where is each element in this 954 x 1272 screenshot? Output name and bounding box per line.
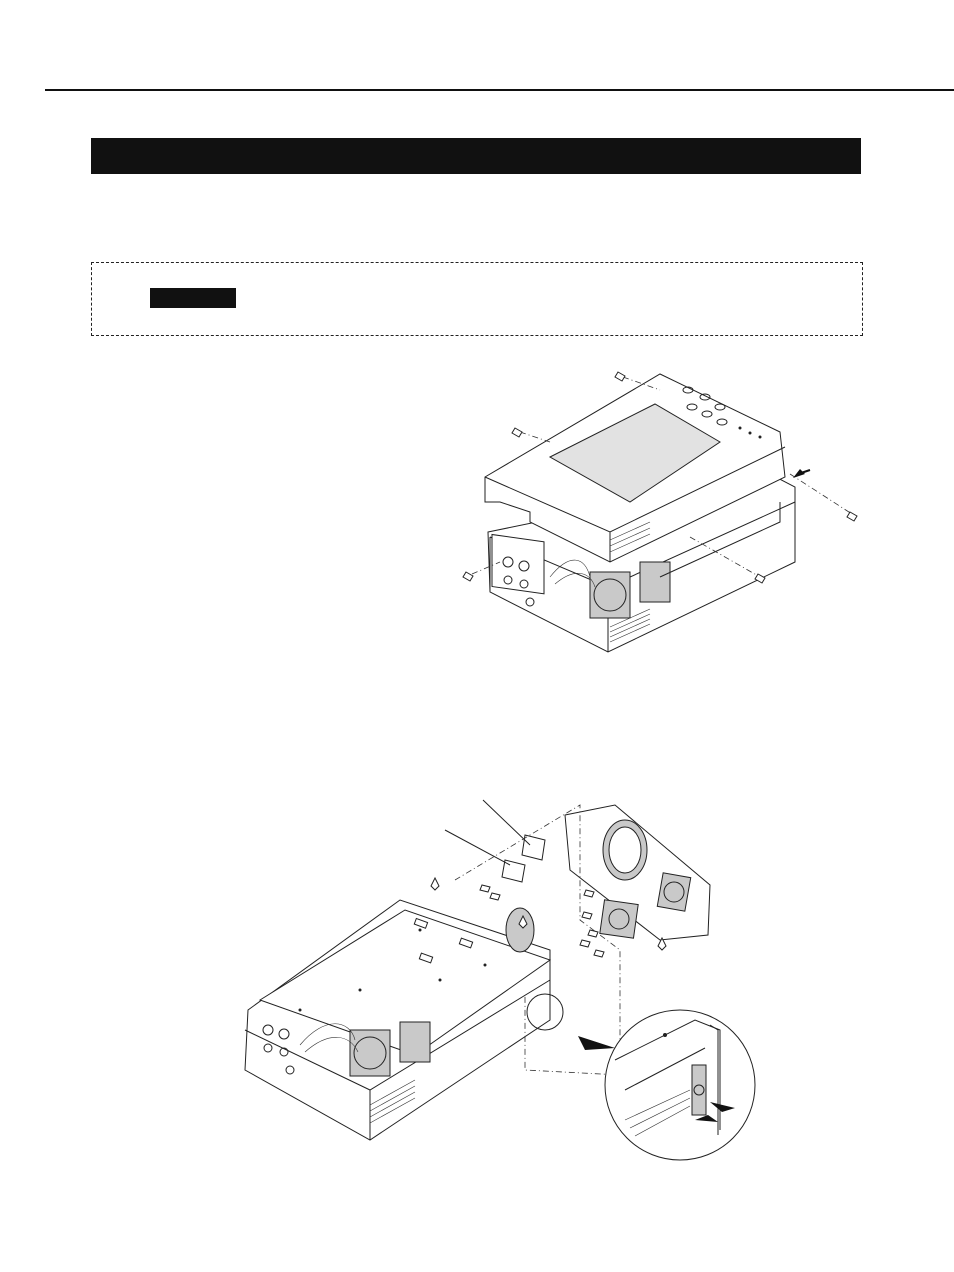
leader-line-upper xyxy=(483,800,530,845)
detail-pointer xyxy=(578,1036,615,1050)
header-rule xyxy=(45,89,954,91)
small-brackets-illustration xyxy=(502,835,545,882)
detail-inset xyxy=(605,1010,755,1160)
fan-bracket-illustration xyxy=(600,900,638,938)
leader-line-lower xyxy=(445,830,510,865)
figure-top-cover-removal xyxy=(460,362,880,662)
front-panel-illustration xyxy=(565,805,710,940)
section-title-bar xyxy=(91,138,861,174)
figure-front-panel-removal xyxy=(240,790,760,1170)
notice-box xyxy=(91,262,863,336)
chassis-illustration xyxy=(245,900,550,1140)
notice-label xyxy=(150,288,236,308)
